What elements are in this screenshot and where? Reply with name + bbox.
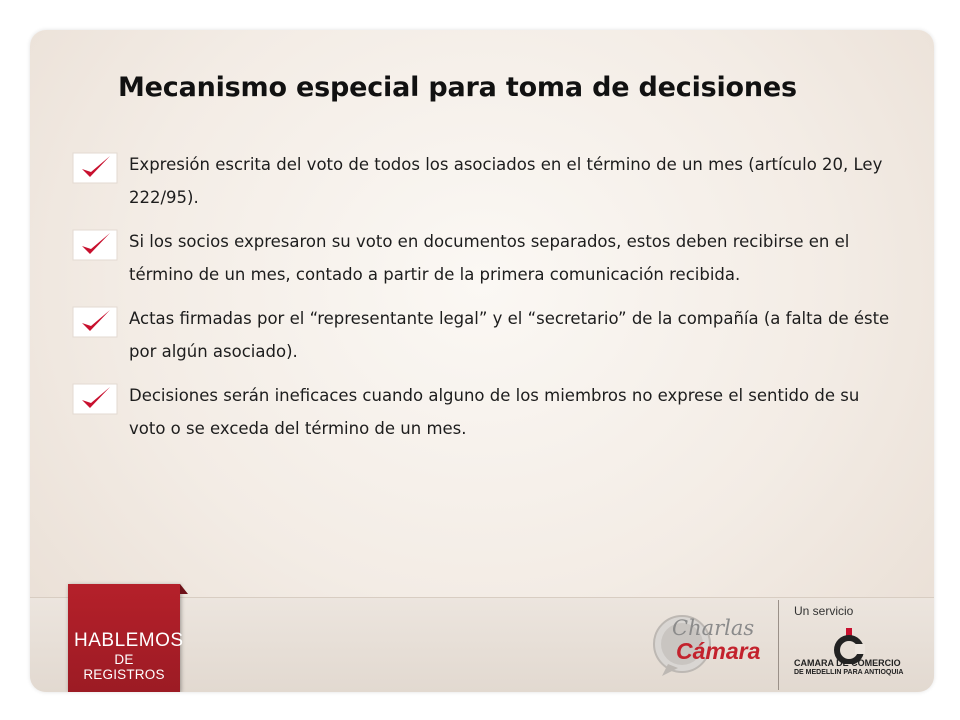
- badge-line2: DE REGISTROS: [83, 652, 165, 682]
- checkmark-icon: [72, 383, 118, 415]
- org-name-line1: CAMARA DE COMERCIO: [794, 658, 901, 668]
- charlas-top-text: Charlas: [672, 616, 755, 640]
- checkmark-icon: [72, 306, 118, 338]
- bullet-item: [72, 302, 902, 368]
- bullet-text: Decisiones serán ineficaces cuando alguno de los miembros no exprese el sentido de su voto o se exceda del término de un mes.: [129, 386, 860, 438]
- charlas-bottom-text: Cámara: [676, 638, 761, 664]
- slide-title: Mecanismo especial para toma de decisiones: [118, 72, 797, 103]
- bullet-list: [72, 148, 902, 456]
- checkmark-icon: [72, 152, 118, 184]
- charlas-camara-logo: [650, 602, 770, 682]
- bullet-text: Actas firmadas por el “representante legal” y el “secretario” de la compañía (a falta de éste por algún asociado).: [129, 309, 890, 361]
- slide: [30, 30, 934, 692]
- bullet-item: [72, 148, 902, 214]
- badge-line1: HABLEMOS: [74, 630, 184, 651]
- ribbon-fold: [180, 584, 188, 594]
- checkmark-icon: [72, 229, 118, 261]
- org-name-line2: DE MEDELLIN PARA ANTIOQUIA: [794, 669, 904, 676]
- hablemos-badge: [68, 584, 184, 692]
- footer-divider: [778, 600, 779, 690]
- bullet-item: [72, 379, 902, 445]
- bullet-text: Si los socios expresaron su voto en documentos separados, estos deben recibirse en el término de un mes, contado a partir de la primera comunicación recibida.: [129, 232, 850, 284]
- bullet-text: Expresión escrita del voto de todos los asociados en el término de un mes (artículo 20, Ley 222/95).: [129, 155, 883, 207]
- bullet-item: [72, 225, 902, 291]
- service-label: Un servicio: [794, 604, 854, 618]
